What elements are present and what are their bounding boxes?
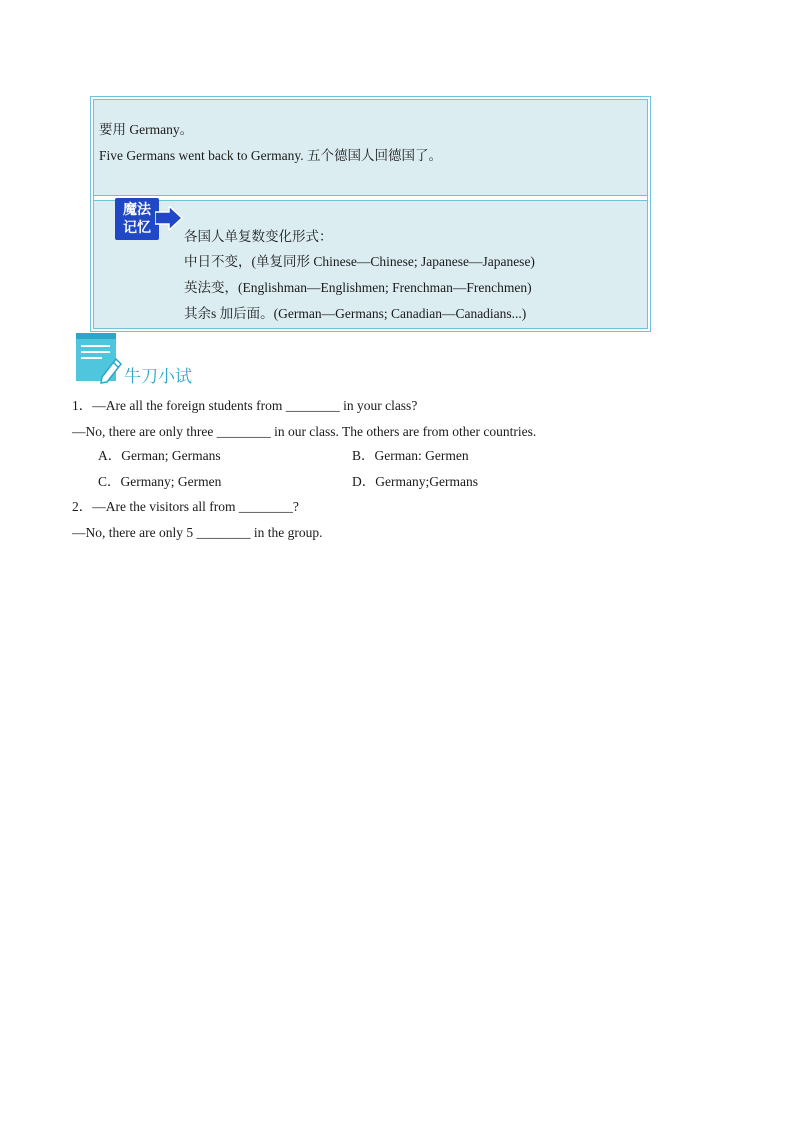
memory-line-2: 中日不变，(单复同形 Chinese—Chinese; Japanese—Japanese) bbox=[184, 254, 535, 269]
question-1-prompt-text: —Are all the foreign students from ________ in your class? bbox=[92, 398, 418, 413]
question-1-number: 1． bbox=[72, 398, 93, 413]
question-1-option-b[interactable]: B．German: Germen bbox=[352, 448, 469, 463]
question-2-response: —No, there are only 5 ________ in the group. bbox=[72, 525, 323, 540]
memory-line-4: 其余s 加后面。(German—Germans; Canadian—Canadians...) bbox=[184, 306, 527, 321]
arrow-right-icon bbox=[155, 206, 183, 230]
magic-memory-badge bbox=[115, 198, 185, 240]
notepad-pencil-icon bbox=[74, 333, 122, 385]
question-1-response: —No, there are only three ________ in our class. The others are from other countries. bbox=[72, 424, 537, 439]
section-title: 牛刀小试 bbox=[124, 367, 192, 387]
question-2-number: 2． bbox=[72, 499, 93, 514]
badge-label-line2: 记忆 bbox=[123, 220, 151, 236]
memory-line-3: 英法变，(Englishman—Englishmen; Frenchman—Frenchmen) bbox=[184, 280, 532, 295]
note-line-2: Five Germans went back to Germany. 五个德国人回德国了。 bbox=[99, 148, 442, 163]
note-line-1: 要用 Germany。 bbox=[99, 122, 194, 137]
question-1-option-d[interactable]: D．Germany;Germans bbox=[352, 474, 478, 489]
question-1-option-c[interactable]: C．Germany; Germen bbox=[98, 474, 222, 489]
question-2-prompt-text: —Are the visitors all from ________? bbox=[92, 499, 299, 514]
question-1-option-a[interactable]: A．German; Germans bbox=[98, 448, 221, 463]
badge-label bbox=[115, 198, 159, 240]
question-1-prompt bbox=[72, 397, 417, 415]
question-2-prompt bbox=[72, 498, 299, 516]
memory-line-1: 各国人单复数变化形式： bbox=[184, 229, 333, 244]
badge-label-line1: 魔法 bbox=[123, 202, 151, 218]
